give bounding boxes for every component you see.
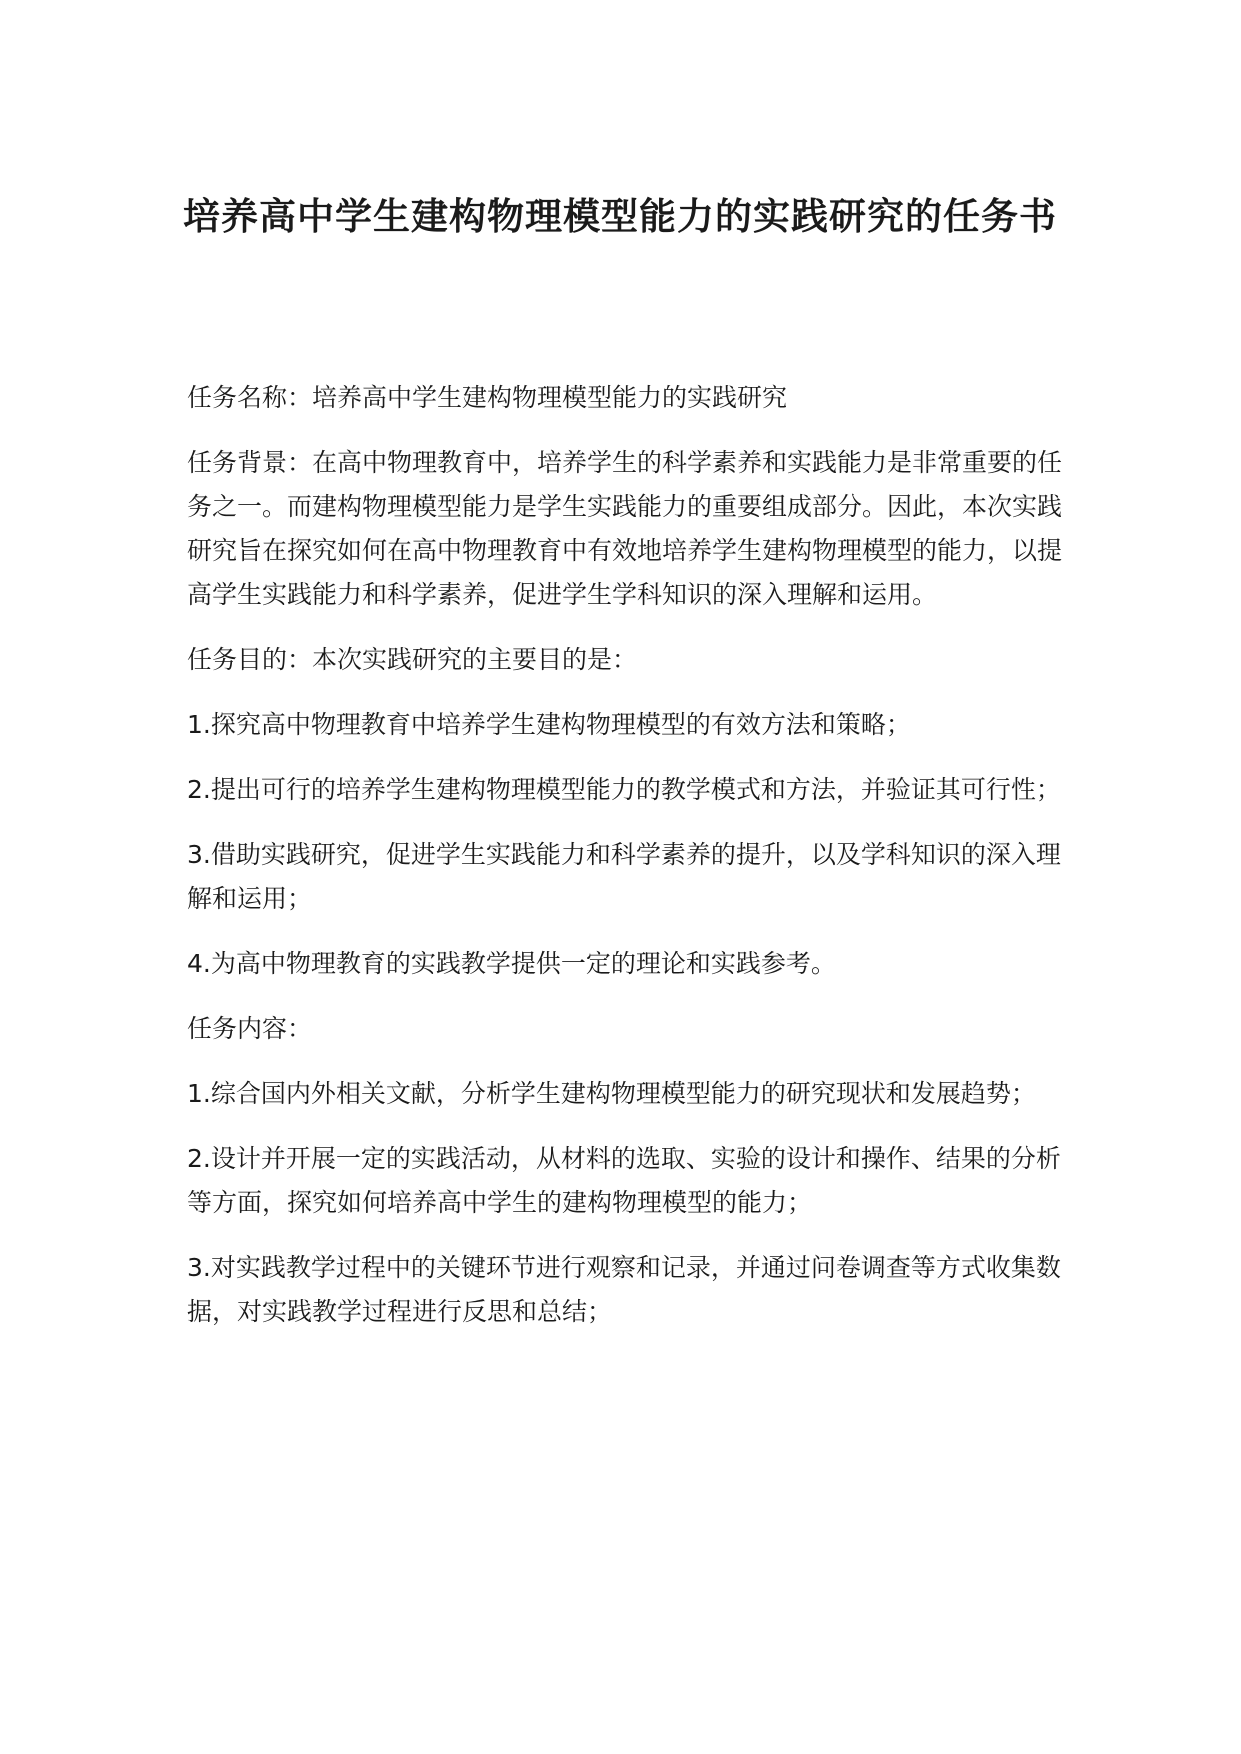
list-item-purpose-4: 4.为高中物理教育的实践教学提供一定的理论和实践参考。 bbox=[187, 949, 836, 978]
list-item-content-2: 2.设计并开展一定的实践活动，从材料的选取、实验的设计和操作、结果的分析等方面，探究如何培养高中学生的建构物理模型的能力； bbox=[187, 1144, 1061, 1217]
paragraph-task-background: 任务背景：在高中物理教育中，培养学生的科学素养和实践能力是非常重要的任务之一。而建构物理模型能力是学生实践能力的重要组成部分。因此，本次实践研究旨在探究如何在高中物理教育中有效地培养学生建构物理模型的能力，以提高学生实践能力和科学素养，促进学生学科知识的深入理解和运用。 bbox=[187, 448, 1063, 609]
list-item-purpose-2: 2.提出可行的培养学生建构物理模型能力的教学模式和方法，并验证其可行性； bbox=[187, 775, 1061, 804]
paragraph-task-content: 任务内容： bbox=[187, 1014, 313, 1043]
list-item-content-1: 1.综合国内外相关文献，分析学生建构物理模型能力的研究现状和发展趋势； bbox=[187, 1079, 1036, 1108]
paragraph-task-purpose: 任务目的：本次实践研究的主要目的是： bbox=[187, 645, 638, 674]
list-item-purpose-3: 3.借助实践研究，促进学生实践能力和科学素养的提升，以及学科知识的深入理解和运用； bbox=[187, 840, 1061, 913]
document-title: 培养高中学生建构物理模型能力的实践研究的任务书 bbox=[183, 195, 1057, 238]
document-body bbox=[187, 376, 1067, 1355]
list-item-purpose-1: 1.探究高中物理教育中培养学生建构物理模型的有效方法和策略； bbox=[187, 710, 911, 739]
list-item-content-3: 3.对实践教学过程中的关键环节进行观察和记录，并通过问卷调查等方式收集数据，对实践教学过程进行反思和总结； bbox=[187, 1253, 1061, 1326]
paragraph-task-name: 任务名称：培养高中学生建构物理模型能力的实践研究 bbox=[187, 383, 788, 412]
